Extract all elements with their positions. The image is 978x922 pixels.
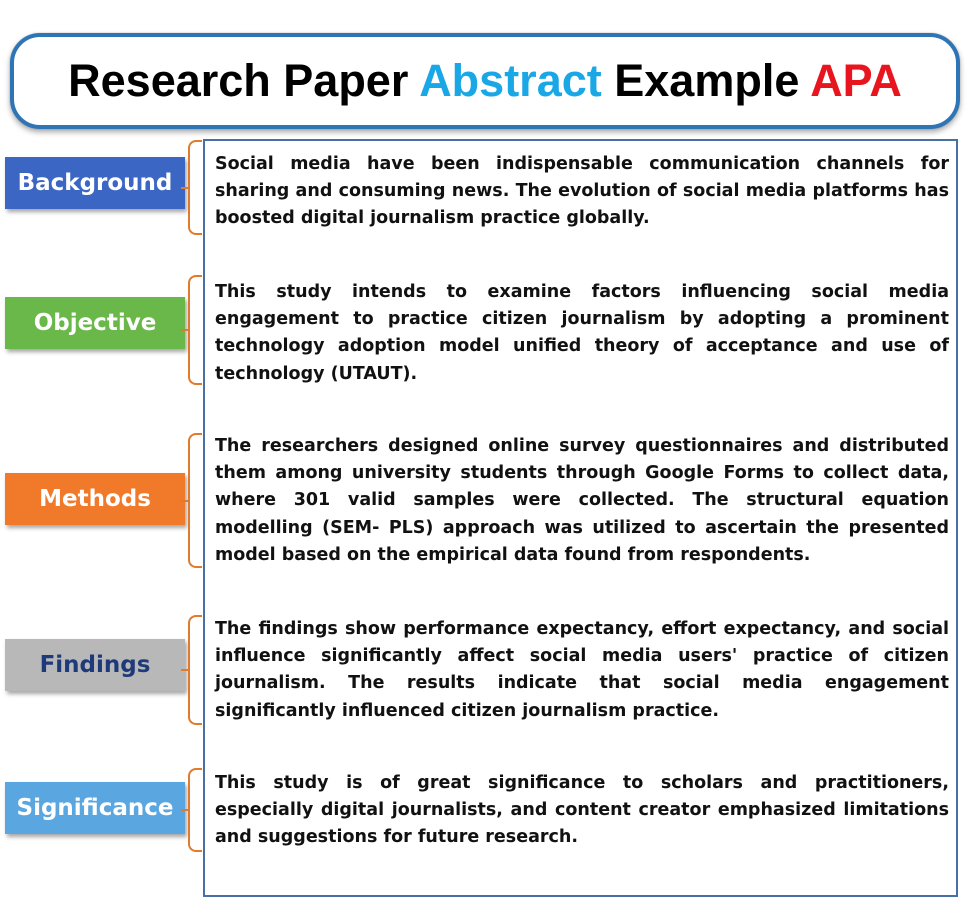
title-part-abstract: Abstract [419, 55, 602, 106]
label-findings: Findings [5, 639, 185, 691]
text-significance: This study is of great significance to scholars and practitioners, especially digital journalists, and content creator emphasized limitations and suggestions for future research. [215, 773, 949, 848]
title-part-apa: APA [810, 55, 902, 106]
bracket-methods [188, 433, 202, 568]
title-part-research-paper: Research Paper [68, 55, 420, 106]
label-objective: Objective [5, 297, 185, 349]
bracket-background [188, 140, 202, 235]
label-methods: Methods [5, 473, 185, 525]
bracket-objective [188, 275, 202, 385]
text-methods: The researchers designed online survey questionnaires and distributed them among university students through Google Forms to collect data, where 301 valid samples were collected. The structural equation modelling (SEM- PLS) approach was utilized to ascertain the presented model based on the empirical data found from respondents. [215, 436, 949, 565]
bracket-significance [188, 768, 202, 852]
page-title [68, 55, 902, 107]
text-objective: This study intends to examine factors influencing social media engagement to practice citizen journalism by adopting a prominent technology adoption model unified theory of acceptance and use of technology (UTAUT). [215, 282, 949, 384]
title-part-example: Example [601, 55, 811, 106]
text-findings: The findings show performance expectancy, effort expectancy, and social influence significantly affect social media users' practice of citizen journalism. The results indicate that social media engagement significantly influenced citizen journalism practice. [215, 619, 949, 721]
label-background: Background [5, 157, 185, 209]
bracket-findings [188, 615, 202, 725]
title-box [10, 33, 960, 129]
text-background: Social media have been indispensable communication channels for sharing and consuming news. The evolution of social media platforms has boosted digital journalism practice globally. [215, 154, 949, 229]
label-significance: Significance [5, 782, 185, 834]
